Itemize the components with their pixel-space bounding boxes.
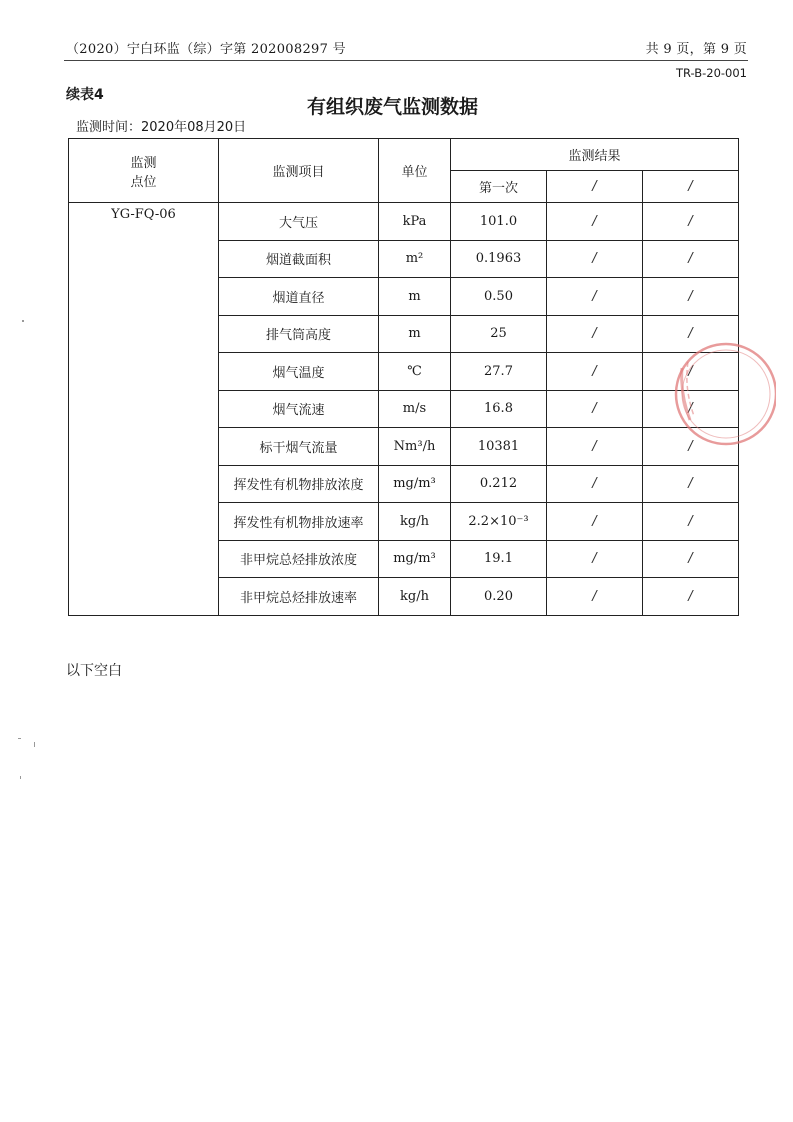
monitoring-point: YG-FQ-06 bbox=[69, 203, 219, 616]
item-cell: 非甲烷总烃排放浓度 bbox=[219, 540, 379, 578]
unit-cell: m bbox=[379, 315, 451, 353]
unit-cell: m bbox=[379, 278, 451, 316]
item-cell: 大气压 bbox=[219, 203, 379, 241]
value-cell: 0.1963 bbox=[451, 240, 547, 278]
unit-cell: Nm³/h bbox=[379, 428, 451, 466]
result3-cell: / bbox=[643, 428, 739, 466]
value-cell: 2.2×10⁻³ bbox=[451, 503, 547, 541]
result2-cell: / bbox=[547, 540, 643, 578]
result2-cell: / bbox=[547, 503, 643, 541]
emission-data-table bbox=[68, 138, 739, 616]
result2-cell: / bbox=[547, 390, 643, 428]
result3-cell: / bbox=[643, 503, 739, 541]
value-cell: 25 bbox=[451, 315, 547, 353]
unit-cell: mg/m³ bbox=[379, 465, 451, 503]
page-info: 共 9 页，第 9 页 bbox=[645, 42, 747, 57]
result3-cell: / bbox=[643, 465, 739, 503]
scan-speck bbox=[20, 776, 21, 779]
header-point-line2: 点位 bbox=[130, 174, 157, 190]
unit-cell: kPa bbox=[379, 203, 451, 241]
monitor-time: 监测时间：2020年08月20日 bbox=[76, 120, 247, 135]
header-divider bbox=[64, 60, 748, 61]
header-first: 第一次 bbox=[451, 171, 547, 203]
result3-cell: / bbox=[643, 240, 739, 278]
result2-cell: / bbox=[547, 578, 643, 616]
header-item: 监测项目 bbox=[219, 139, 379, 203]
unit-cell: kg/h bbox=[379, 503, 451, 541]
scan-speck bbox=[18, 738, 21, 739]
result3-cell: / bbox=[643, 203, 739, 241]
item-cell: 标干烟气流量 bbox=[219, 428, 379, 466]
unit-cell: kg/h bbox=[379, 578, 451, 616]
document-code: TR-B-20-001 bbox=[675, 66, 747, 80]
header-unit: 单位 bbox=[379, 139, 451, 203]
result2-cell: / bbox=[547, 353, 643, 391]
item-cell: 烟道截面积 bbox=[219, 240, 379, 278]
result2-cell: / bbox=[547, 278, 643, 316]
page-title bbox=[0, 92, 793, 119]
result2-cell: / bbox=[547, 240, 643, 278]
result2-cell: / bbox=[547, 465, 643, 503]
report-number: （2020）宁白环监（综）字第 202008297 号 bbox=[66, 42, 346, 57]
unit-cell: mg/m³ bbox=[379, 540, 451, 578]
result2-cell: / bbox=[547, 428, 643, 466]
header-third: / bbox=[643, 171, 739, 203]
value-cell: 101.0 bbox=[451, 203, 547, 241]
scan-speck bbox=[34, 742, 35, 747]
blank-below-note: 以下空白 bbox=[66, 663, 122, 679]
item-cell: 烟气温度 bbox=[219, 353, 379, 391]
unit-cell: m/s bbox=[379, 390, 451, 428]
header-second: / bbox=[547, 171, 643, 203]
result3-cell: / bbox=[643, 315, 739, 353]
value-cell: 19.1 bbox=[451, 540, 547, 578]
unit-cell: ℃ bbox=[379, 353, 451, 391]
header-point-line1: 监测 bbox=[130, 155, 157, 171]
result3-cell: / bbox=[643, 390, 739, 428]
scan-speck bbox=[22, 320, 24, 322]
value-cell: 10381 bbox=[451, 428, 547, 466]
item-cell: 挥发性有机物排放浓度 bbox=[219, 465, 379, 503]
item-cell: 烟道直径 bbox=[219, 278, 379, 316]
company-seal-stamp bbox=[664, 338, 776, 450]
value-cell: 27.7 bbox=[451, 353, 547, 391]
unit-cell: m² bbox=[379, 240, 451, 278]
result3-cell: / bbox=[643, 540, 739, 578]
table-row bbox=[69, 203, 739, 241]
result3-cell: / bbox=[643, 353, 739, 391]
item-cell: 非甲烷总烃排放速率 bbox=[219, 578, 379, 616]
result2-cell: / bbox=[547, 315, 643, 353]
value-cell: 0.20 bbox=[451, 578, 547, 616]
value-cell: 0.212 bbox=[451, 465, 547, 503]
header-point bbox=[69, 139, 219, 203]
value-cell: 0.50 bbox=[451, 278, 547, 316]
item-cell: 排气筒高度 bbox=[219, 315, 379, 353]
value-cell: 16.8 bbox=[451, 390, 547, 428]
result3-cell: / bbox=[643, 578, 739, 616]
header-result: 监测结果 bbox=[451, 139, 739, 171]
page-title-text: 有组织废气监测数据 bbox=[306, 96, 478, 118]
table-label: 续表4 bbox=[66, 87, 104, 103]
result2-cell: / bbox=[547, 203, 643, 241]
item-cell: 挥发性有机物排放速率 bbox=[219, 503, 379, 541]
item-cell: 烟气流速 bbox=[219, 390, 379, 428]
result3-cell: / bbox=[643, 278, 739, 316]
